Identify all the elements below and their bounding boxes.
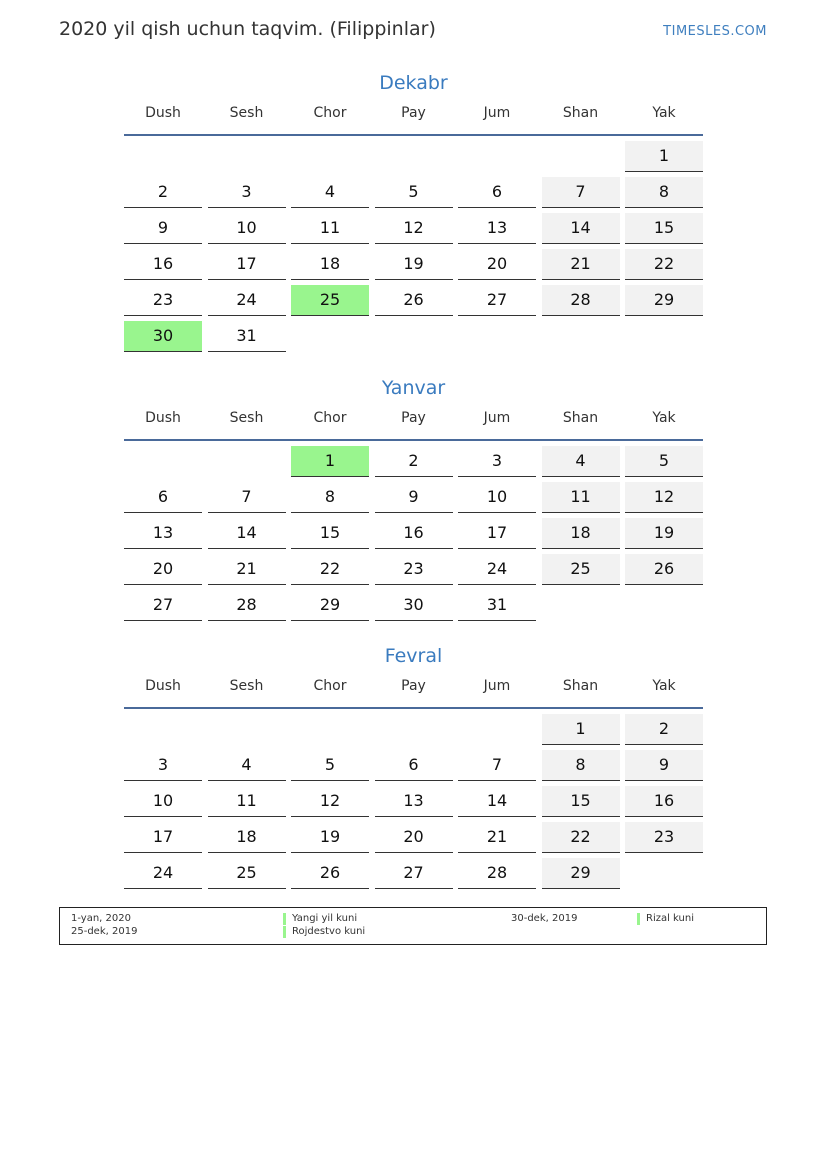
day-cell: 7 (542, 177, 620, 208)
day-cell: 28 (458, 858, 536, 889)
day-cell: 11 (291, 213, 369, 244)
day-cell: 22 (291, 554, 369, 585)
legend-date: 1-yan, 2020 (71, 913, 131, 924)
day-cell: 28 (542, 285, 620, 316)
day-cell: 5 (625, 446, 703, 477)
day-cell: 27 (124, 590, 202, 621)
day-cell: 5 (291, 750, 369, 781)
day-cell: 2 (375, 446, 453, 477)
day-cell: 20 (458, 249, 536, 280)
day-cell: 16 (625, 786, 703, 817)
day-cell: 10 (458, 482, 536, 513)
day-cell: 30 (124, 321, 202, 352)
day-cell: 17 (124, 822, 202, 853)
day-cell: 29 (542, 858, 620, 889)
day-cell: 19 (375, 249, 453, 280)
month-title: Dekabr (379, 72, 448, 94)
day-cell: 22 (542, 822, 620, 853)
day-cell: 17 (458, 518, 536, 549)
day-cell: 19 (291, 822, 369, 853)
day-cell: 21 (208, 554, 286, 585)
day-cell: 16 (375, 518, 453, 549)
day-cell: 7 (208, 482, 286, 513)
weekday-label: Sesh (229, 105, 264, 121)
day-cell: 13 (124, 518, 202, 549)
holiday-legend (59, 907, 767, 945)
day-cell: 26 (291, 858, 369, 889)
day-cell: 18 (291, 249, 369, 280)
weekday-label: Sesh (229, 410, 264, 426)
legend-item (511, 913, 751, 925)
weekday-label: Jum (483, 105, 511, 121)
day-cell: 15 (542, 786, 620, 817)
day-cell: 24 (124, 858, 202, 889)
weekday-header (124, 98, 703, 136)
page-title: 2020 yil qish uchun taqvim. (Filippinlar) (59, 18, 436, 40)
day-cell: 10 (208, 213, 286, 244)
day-cell: 25 (291, 285, 369, 316)
weekday-label: Yak (652, 410, 676, 426)
day-cell: 18 (542, 518, 620, 549)
day-cell: 5 (375, 177, 453, 208)
month-dekabr (124, 68, 703, 357)
weekday-label: Yak (652, 678, 676, 694)
day-cell: 13 (458, 213, 536, 244)
day-cell: 29 (291, 590, 369, 621)
day-cell: 23 (124, 285, 202, 316)
day-cell: 3 (458, 446, 536, 477)
day-cell: 4 (208, 750, 286, 781)
day-cell: 9 (625, 750, 703, 781)
weekday-label: Dush (145, 105, 181, 121)
weekday-label: Dush (145, 410, 181, 426)
day-cell: 11 (542, 482, 620, 513)
weekday-label: Jum (483, 410, 511, 426)
day-cell: 7 (458, 750, 536, 781)
day-cell: 14 (458, 786, 536, 817)
day-cell: 31 (458, 590, 536, 621)
day-cell: 12 (291, 786, 369, 817)
weekday-label: Pay (401, 410, 426, 426)
day-cell: 11 (208, 786, 286, 817)
day-cell: 26 (625, 554, 703, 585)
day-cell: 9 (124, 213, 202, 244)
day-cell: 17 (208, 249, 286, 280)
day-cell: 25 (208, 858, 286, 889)
weekday-label: Dush (145, 678, 181, 694)
legend-item (71, 913, 401, 925)
day-cell: 27 (375, 858, 453, 889)
day-cell: 1 (625, 141, 703, 172)
day-cell: 2 (625, 714, 703, 745)
day-cell: 30 (375, 590, 453, 621)
weekday-label: Jum (483, 678, 511, 694)
day-cell: 27 (458, 285, 536, 316)
weekday-label: Pay (401, 678, 426, 694)
day-cell: 13 (375, 786, 453, 817)
weekday-label: Shan (562, 678, 599, 694)
day-cell: 1 (291, 446, 369, 477)
day-cell: 22 (625, 249, 703, 280)
day-cell: 20 (124, 554, 202, 585)
legend-holiday-name: Yangi yil kuni (283, 913, 357, 925)
month-yanvar (124, 373, 703, 626)
brand-link[interactable]: TIMESLES.COM (663, 24, 767, 39)
weekday-label: Yak (652, 105, 676, 121)
day-cell: 8 (625, 177, 703, 208)
day-cell: 14 (208, 518, 286, 549)
day-cell: 21 (542, 249, 620, 280)
day-cell: 2 (124, 177, 202, 208)
day-cell: 14 (542, 213, 620, 244)
day-cell: 23 (625, 822, 703, 853)
day-cell: 12 (625, 482, 703, 513)
weekday-header (124, 403, 703, 441)
day-cell: 8 (542, 750, 620, 781)
month-title: Yanvar (381, 377, 446, 399)
day-cell: 16 (124, 249, 202, 280)
day-cell: 26 (375, 285, 453, 316)
day-cell: 24 (458, 554, 536, 585)
legend-holiday-name: Rojdestvo kuni (283, 926, 365, 938)
day-cell: 6 (124, 482, 202, 513)
day-cell: 10 (124, 786, 202, 817)
month-title: Fevral (384, 645, 443, 667)
weekday-label: Shan (562, 410, 599, 426)
day-cell: 6 (458, 177, 536, 208)
day-cell: 29 (625, 285, 703, 316)
day-cell: 9 (375, 482, 453, 513)
day-cell: 21 (458, 822, 536, 853)
month-fevral (124, 641, 703, 894)
day-cell: 24 (208, 285, 286, 316)
weekday-label: Sesh (229, 678, 264, 694)
weekday-label: Chor (313, 410, 347, 426)
day-cell: 8 (291, 482, 369, 513)
day-cell: 4 (542, 446, 620, 477)
weekday-label: Shan (562, 105, 599, 121)
day-cell: 25 (542, 554, 620, 585)
day-cell: 23 (375, 554, 453, 585)
legend-date: 30-dek, 2019 (511, 913, 578, 924)
legend-holiday-name: Rizal kuni (637, 913, 694, 925)
day-cell: 18 (208, 822, 286, 853)
day-cell: 15 (625, 213, 703, 244)
day-cell: 6 (375, 750, 453, 781)
day-grid (124, 141, 703, 357)
day-cell: 4 (291, 177, 369, 208)
day-grid (124, 714, 703, 894)
day-cell: 31 (208, 321, 286, 352)
legend-date: 25-dek, 2019 (71, 926, 138, 937)
legend-item (71, 926, 401, 938)
weekday-header (124, 671, 703, 709)
day-cell: 3 (124, 750, 202, 781)
day-cell: 3 (208, 177, 286, 208)
day-cell: 28 (208, 590, 286, 621)
weekday-label: Chor (313, 105, 347, 121)
day-cell: 19 (625, 518, 703, 549)
weekday-label: Chor (313, 678, 347, 694)
day-cell: 20 (375, 822, 453, 853)
day-grid (124, 446, 703, 626)
day-cell: 1 (542, 714, 620, 745)
weekday-label: Pay (401, 105, 426, 121)
day-cell: 12 (375, 213, 453, 244)
day-cell: 15 (291, 518, 369, 549)
